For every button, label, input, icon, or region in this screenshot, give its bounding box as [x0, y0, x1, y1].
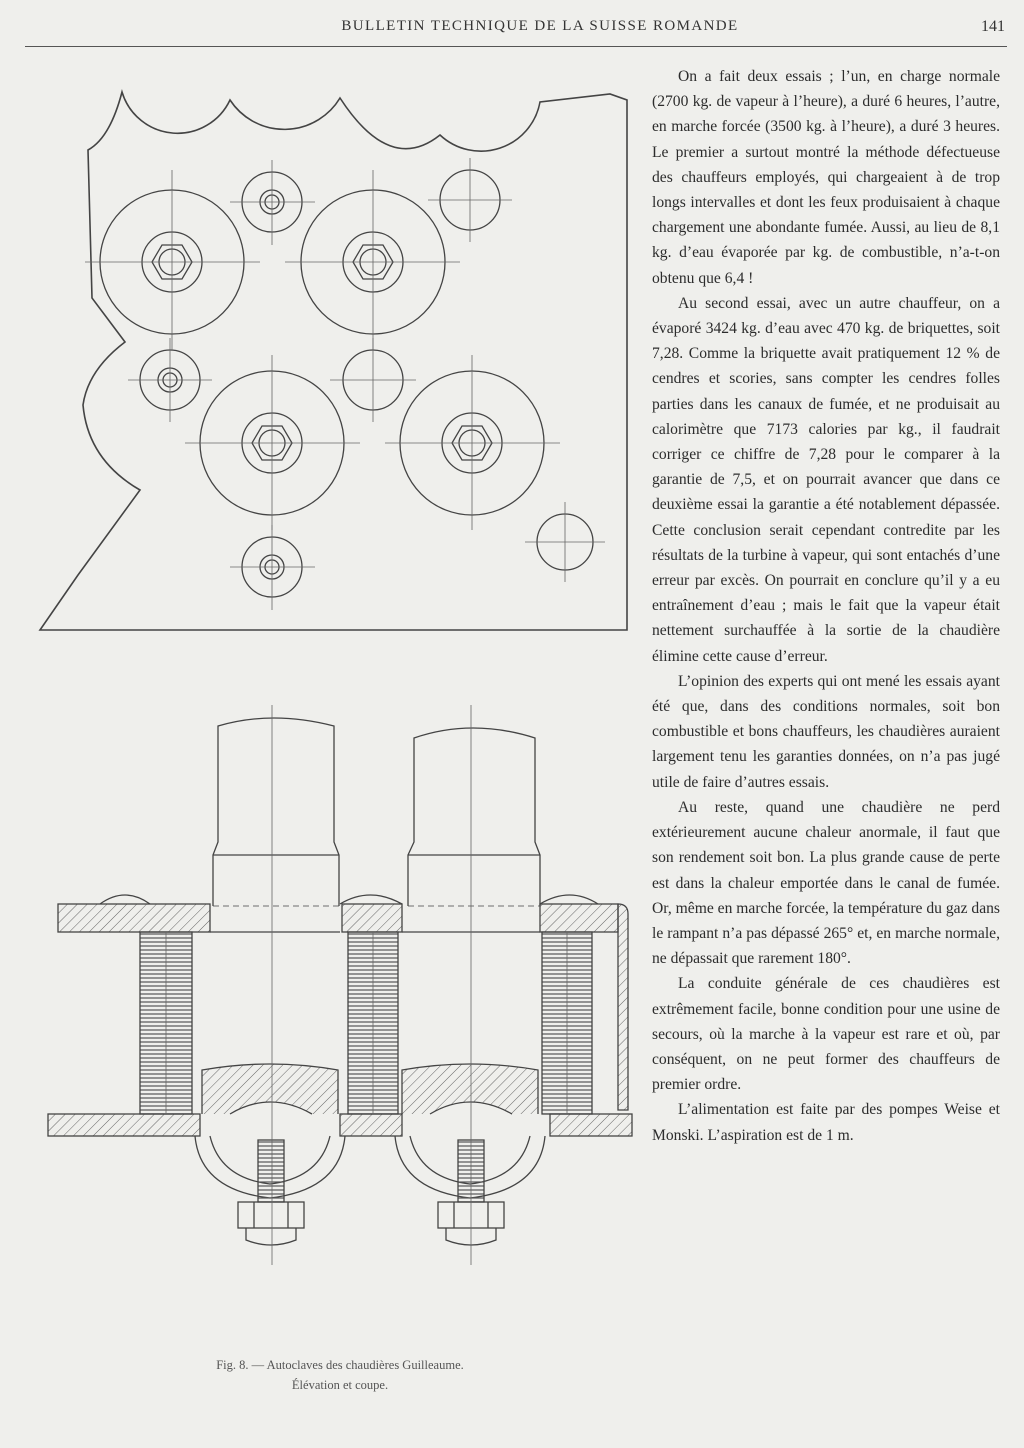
autoclave-drawing — [30, 80, 640, 1350]
caption-line-1: Fig. 8. — Autoclaves des chaudières Guilleaume. — [216, 1358, 464, 1372]
paragraph: L’opinion des experts qui ont mené les essais ayant été que, dans des conditions normales, soit bon combustible et bons chauffeurs, les chaudières auraient largement tenu les garanties données, on n’a pas jugé utile de faire d’autres essais. — [652, 672, 1000, 791]
plan-view — [40, 92, 627, 630]
article-text-column — [652, 64, 1000, 1148]
page-header — [25, 16, 1005, 46]
page-number: 141 — [981, 18, 1005, 35]
figure-caption — [150, 1355, 530, 1395]
paragraph: La conduite générale de ces chaudières est extrêmement facile, bonne condition pour une usine de secours, où la marche à la vapeur est rare et où, par conséquent, on ne peut former des chauffeurs de premier ordre. — [652, 975, 1000, 1094]
paragraph: L’alimentation est faite par des pompes Weise et Monski. L’aspiration est de 1 m. — [652, 1101, 1000, 1144]
paragraph: Au second essai, avec un autre chauffeur, on a évaporé 3424 kg. d’eau avec 470 kg. de briquettes, soit 7,28. Comme la briquette avait pratiquement 12 % de cendres et scories, sans compter les cendres folles parties dans les canaux de fumée, et ne produisait au calorimètre que 7173 calories par kg., il faudrait corriger ce chiffre de 7,28 pour le comparer à la garantie de 7,5, et on pourrait avancer que dans ce deuxième essai la garantie a été notablement dépassée. Cette conclusion serait cependant contredite par les résultats de la turbine à vapeur, qui sont entachés d’une erreur par excès. On pourrait en conclure qu’il y a eu entraînement d’eau ; mais le fait que la vapeur était nettement surchauffée à la sortie de la chaudière élimine cette cause d’erreur. — [652, 294, 1000, 665]
header-rule — [25, 46, 1007, 47]
technical-drawing-figure — [30, 80, 640, 1350]
paragraph: On a fait deux essais ; l’un, en charge normale (2700 kg. de vapeur à l’heure), a duré 6 heures, l’autre, en marche forcée (3500 kg. à l’heure), a duré 3 heures. Le premier a surtout montré la méthode défectueuse des chauffeurs employés, qui chargeaient à de trop longs intervalles et dont les feux produisaient à chaque chargement une abondante fumée. Aussi, au lieu de 8,1 kg. d’eau évaporée par kg. de combustible, n’a-t-on obtenu que 6,4 ! — [652, 68, 1000, 287]
caption-line-2: Élévation et coupe. — [291, 1378, 389, 1392]
journal-title: BULLETIN TECHNIQUE DE LA SUISSE ROMANDE — [341, 18, 739, 34]
elevation-view — [48, 705, 632, 1265]
paragraph: Au reste, quand une chaudière ne perd extérieurement aucune chaleur anormale, il faut que son rendement soit bon. La plus grande cause de perte est dans la chaleur emportée dans le canal de fumée. Or, même en marche forcée, la température du gaz dans le rampant n’a pas dépassé 265° et, en marche normale, ne dépassait que rarement 180°. — [652, 798, 1000, 968]
